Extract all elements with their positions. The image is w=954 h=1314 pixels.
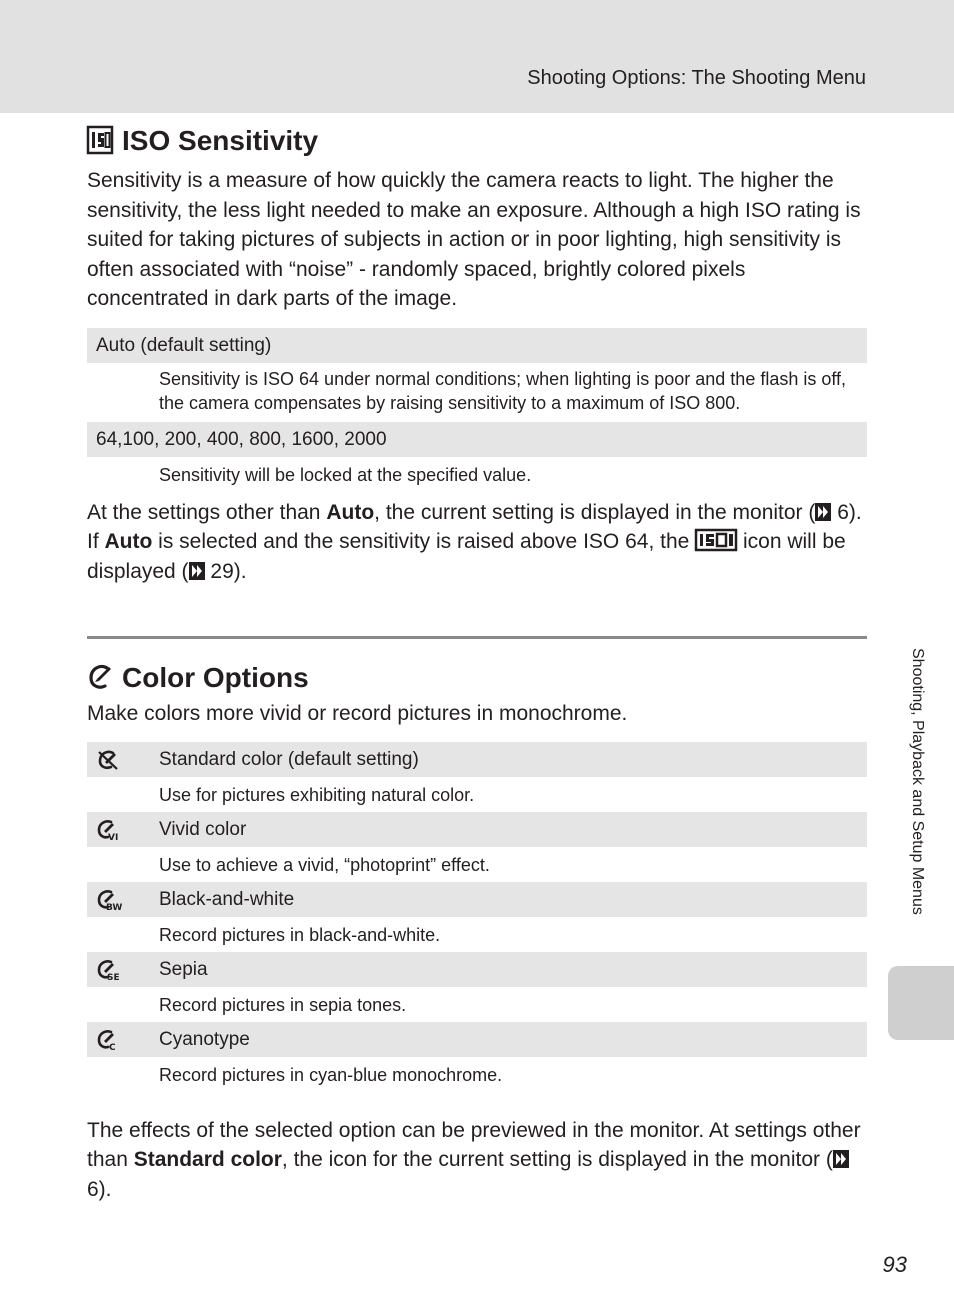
color-row-desc: Record pictures in sepia tones. — [159, 994, 407, 1015]
page-reference-icon — [815, 503, 831, 521]
note-text: icon will be displayed ( — [87, 530, 846, 583]
iso-note — [87, 498, 867, 587]
page-reference-icon — [833, 1150, 849, 1168]
note-bold: Auto — [104, 530, 153, 553]
note-text: , the current setting is displayed in the monitor ( — [374, 500, 816, 524]
page-reference-icon — [189, 562, 205, 580]
black-and-white-icon — [96, 888, 123, 913]
iso-row-auto — [87, 328, 867, 363]
page-content — [87, 122, 867, 1204]
color-row-standard — [87, 742, 867, 777]
color-note — [87, 1116, 867, 1205]
page-number: 93 — [882, 1252, 907, 1277]
note-text: 6). If — [87, 500, 862, 553]
color-row-desc: Record pictures in cyan-blue monochrome. — [159, 1064, 503, 1085]
color-options-table — [87, 742, 867, 1092]
iso-row-desc: Sensitivity will be locked at the specified value. — [159, 464, 532, 485]
color-row-label: Vivid color — [159, 818, 247, 840]
color-row-desc: Record pictures in black-and-white. — [159, 924, 441, 945]
svg-text:BW: BW — [106, 903, 123, 913]
side-tab — [888, 966, 954, 1040]
color-row-vivid — [87, 812, 867, 847]
iso-auto-icon — [695, 529, 737, 551]
vivid-color-icon — [96, 818, 120, 843]
svg-text:SE: SE — [107, 973, 120, 983]
iso-intro: Sensitivity is a measure of how quickly the camera reacts to light. The higher the sensitivity, the less light needed to make an exposure. Although a high ISO rating is suited for taking pictures of subjects in action or in poor lighting, high sensitivity is often associated with “noise” - randomly spaced, brightly colored pixels concentrated in dark parts of the image. — [87, 169, 861, 310]
sepia-icon — [96, 958, 120, 983]
note-text: 29). — [204, 559, 247, 583]
svg-text:VI: VI — [108, 833, 119, 843]
cyanotype-icon — [96, 1028, 120, 1053]
running-head: Shooting Options: The Shooting Menu — [527, 67, 866, 89]
standard-color-icon — [96, 748, 120, 770]
note-text: is selected and the sensitivity is raised above ISO 64, the — [152, 530, 696, 553]
svg-text:C: C — [109, 1043, 116, 1053]
iso-section-title — [87, 122, 867, 160]
color-options-icon — [87, 662, 113, 692]
header-band — [0, 0, 954, 113]
color-row-bw — [87, 882, 867, 917]
iso-row-fixed — [87, 422, 867, 457]
note-bold: Auto — [326, 500, 375, 524]
color-row-desc: Use for pictures exhibiting natural color. — [159, 784, 475, 805]
color-title-text: Color Options — [122, 662, 309, 693]
note-text: , the icon for the current setting is displayed in the monitor ( — [281, 1148, 833, 1171]
color-row-sepia — [87, 952, 867, 987]
iso-row-desc: Sensitivity is ISO 64 under normal conditions; when lighting is poor and the flash is off, the camera compensates by raising sensitivity to a maximum of ISO 800. — [159, 368, 847, 413]
iso-row-label: 64,100, 200, 400, 800, 1600, 2000 — [96, 428, 387, 450]
iso-row-label: Auto (default setting) — [96, 334, 272, 356]
color-row-label: Black-and-white — [159, 888, 295, 910]
note-text: At the settings other than — [87, 500, 327, 524]
note-text: 6). — [87, 1177, 112, 1201]
color-section-title — [87, 659, 867, 697]
iso-icon — [87, 125, 113, 155]
iso-settings-table — [87, 328, 867, 492]
color-intro: Make colors more vivid or record pictures in monochrome. — [87, 702, 628, 725]
color-row-label: Sepia — [159, 958, 208, 980]
iso-title-text: ISO Sensitivity — [122, 125, 319, 156]
color-row-cyanotype — [87, 1022, 867, 1057]
note-bold: Standard color — [133, 1148, 282, 1171]
section-divider — [87, 636, 867, 639]
color-row-label: Standard color (default setting) — [159, 748, 419, 770]
color-row-label: Cyanotype — [159, 1028, 250, 1050]
color-row-desc: Use to achieve a vivid, “photoprint” effect. — [159, 854, 490, 875]
note-text: The effects of the selected option can be previewed in the monitor. At settings other than — [87, 1118, 861, 1171]
side-tab-label: Shooting, Playback and Setup Menus — [909, 648, 926, 915]
